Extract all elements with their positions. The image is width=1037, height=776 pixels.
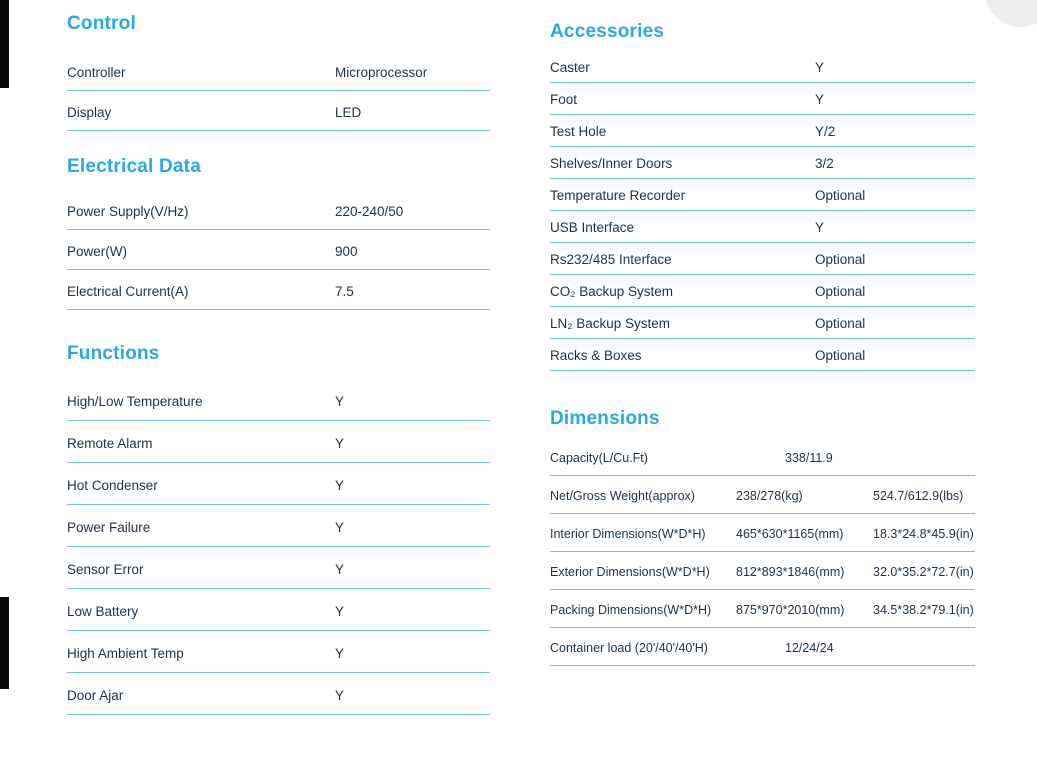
page-edge-mark-top	[0, 0, 9, 88]
spec-row	[550, 514, 975, 552]
spec-label: Foot	[550, 92, 578, 107]
spec-value-metric: 465*630*1165(mm)	[736, 527, 844, 541]
spec-value: Y	[335, 562, 345, 577]
spec-label: Door Ajar	[67, 688, 124, 703]
spec-row	[550, 307, 975, 339]
spec-value: Y	[335, 604, 345, 619]
spec-value: 7.5	[335, 284, 354, 299]
control-table	[67, 51, 490, 131]
spec-label: Net/Gross Weight(approx)	[550, 489, 695, 503]
spec-value: Y	[815, 60, 825, 75]
spec-row	[67, 190, 490, 230]
spec-row	[550, 552, 975, 590]
spec-value-imperial: 32.0*35.2*72.7(in)	[873, 565, 974, 579]
page-edge-mark-bottom	[0, 597, 9, 689]
spec-value: Optional	[815, 348, 866, 363]
spec-label: Power Failure	[67, 520, 151, 535]
spec-label: Remote Alarm	[67, 436, 153, 451]
spec-label: Capacity(L/Cu.Ft)	[550, 451, 648, 465]
spec-row	[550, 211, 975, 243]
functions-table	[67, 379, 490, 715]
spec-label: Exterior Dimensions(W*D*H)	[550, 565, 710, 579]
spec-value-metric: 812*893*1846(mm)	[736, 565, 845, 579]
spec-row	[550, 115, 975, 147]
spec-label: Controller	[67, 65, 126, 80]
spec-value-imperial: 34.5*38.2*79.1(in)	[873, 603, 974, 617]
spec-label: Display	[67, 105, 112, 120]
spec-row	[550, 83, 975, 115]
spec-row	[67, 230, 490, 270]
spec-label: Shelves/Inner Doors	[550, 156, 673, 171]
electrical-data-table	[67, 190, 490, 310]
left-column	[67, 12, 490, 715]
spec-row	[67, 631, 490, 673]
spec-label: Sensor Error	[67, 562, 144, 577]
spec-value: Y	[335, 688, 345, 703]
spec-row	[550, 243, 975, 275]
spec-value: Y	[335, 520, 345, 535]
spec-value: Y	[335, 478, 345, 493]
spec-label: Temperature Recorder	[550, 188, 686, 203]
section-title-functions: Functions	[67, 343, 160, 364]
spec-row	[67, 589, 490, 631]
spec-value: Y/2	[815, 124, 836, 139]
spec-label: Test Hole	[550, 124, 607, 139]
spec-label: High/Low Temperature	[67, 394, 203, 409]
spec-value-imperial: 524.7/612.9(lbs)	[873, 489, 964, 503]
spec-value: Y	[815, 92, 825, 107]
spec-label: Interior Dimensions(W*D*H)	[550, 527, 706, 541]
section-title-accessories: Accessories	[550, 21, 665, 42]
spec-label: Power Supply(V/Hz)	[67, 204, 189, 219]
spec-row	[67, 379, 490, 421]
spec-label: USB Interface	[550, 220, 635, 235]
spec-value: Optional	[815, 316, 866, 331]
spec-label: Electrical Current(A)	[67, 284, 189, 299]
spec-label: Caster	[550, 60, 590, 75]
spec-label: Container load (20'/40'/40'H)	[550, 641, 708, 655]
spec-value: 900	[335, 244, 358, 259]
spec-row	[550, 339, 975, 371]
spec-value-metric: 875*970*2010(mm)	[736, 603, 845, 617]
spec-value: Microprocessor	[335, 65, 428, 80]
spec-row	[67, 463, 490, 505]
spec-value: Optional	[815, 188, 866, 203]
spec-value: Optional	[815, 252, 866, 267]
dimensions-table	[550, 438, 975, 666]
spec-value-metric: 12/24/24	[785, 641, 834, 655]
spec-label: LN₂ Backup System	[550, 316, 671, 331]
accessories-table	[550, 51, 975, 371]
spec-value: Y	[815, 220, 825, 235]
spec-value: Y	[335, 436, 345, 451]
spec-value-metric: 238/278(kg)	[736, 489, 803, 503]
spec-label: Racks & Boxes	[550, 348, 642, 363]
spec-row	[550, 275, 975, 307]
spec-label: Power(W)	[67, 244, 127, 259]
spec-row	[67, 270, 490, 310]
spec-value: Y	[335, 646, 345, 661]
section-title-control: Control	[67, 13, 136, 34]
spec-value-metric: 338/11.9	[785, 451, 833, 465]
spec-row	[67, 51, 490, 91]
spec-value-imperial: 18.3*24.8*45.9(in)	[873, 527, 974, 541]
spec-row	[67, 505, 490, 547]
spec-label: Hot Condenser	[67, 478, 158, 493]
spec-row	[550, 51, 975, 83]
right-column	[550, 20, 975, 666]
spec-label: Rs232/485 Interface	[550, 252, 672, 267]
spec-row	[550, 147, 975, 179]
spec-label: CO₂ Backup System	[550, 284, 674, 299]
spec-row	[550, 179, 975, 211]
spec-row	[67, 421, 490, 463]
spec-label: Low Battery	[67, 604, 139, 619]
section-title-electrical-data: Electrical Data	[67, 156, 201, 177]
corner-circle-decoration	[985, 0, 1037, 27]
spec-row	[67, 547, 490, 589]
spec-row	[67, 91, 490, 131]
spec-row	[67, 673, 490, 715]
spec-value: 220-240/50	[335, 204, 404, 219]
spec-value: 3/2	[815, 156, 834, 171]
spec-row	[550, 476, 975, 514]
spec-row	[550, 590, 975, 628]
spec-label: Packing Dimensions(W*D*H)	[550, 603, 712, 617]
spec-row	[550, 438, 975, 476]
spec-row	[550, 628, 975, 666]
spec-value: Optional	[815, 284, 866, 299]
section-title-dimensions: Dimensions	[550, 408, 660, 429]
spec-label: High Ambient Temp	[67, 646, 184, 661]
spec-value: LED	[335, 105, 362, 120]
spec-value: Y	[335, 394, 345, 409]
